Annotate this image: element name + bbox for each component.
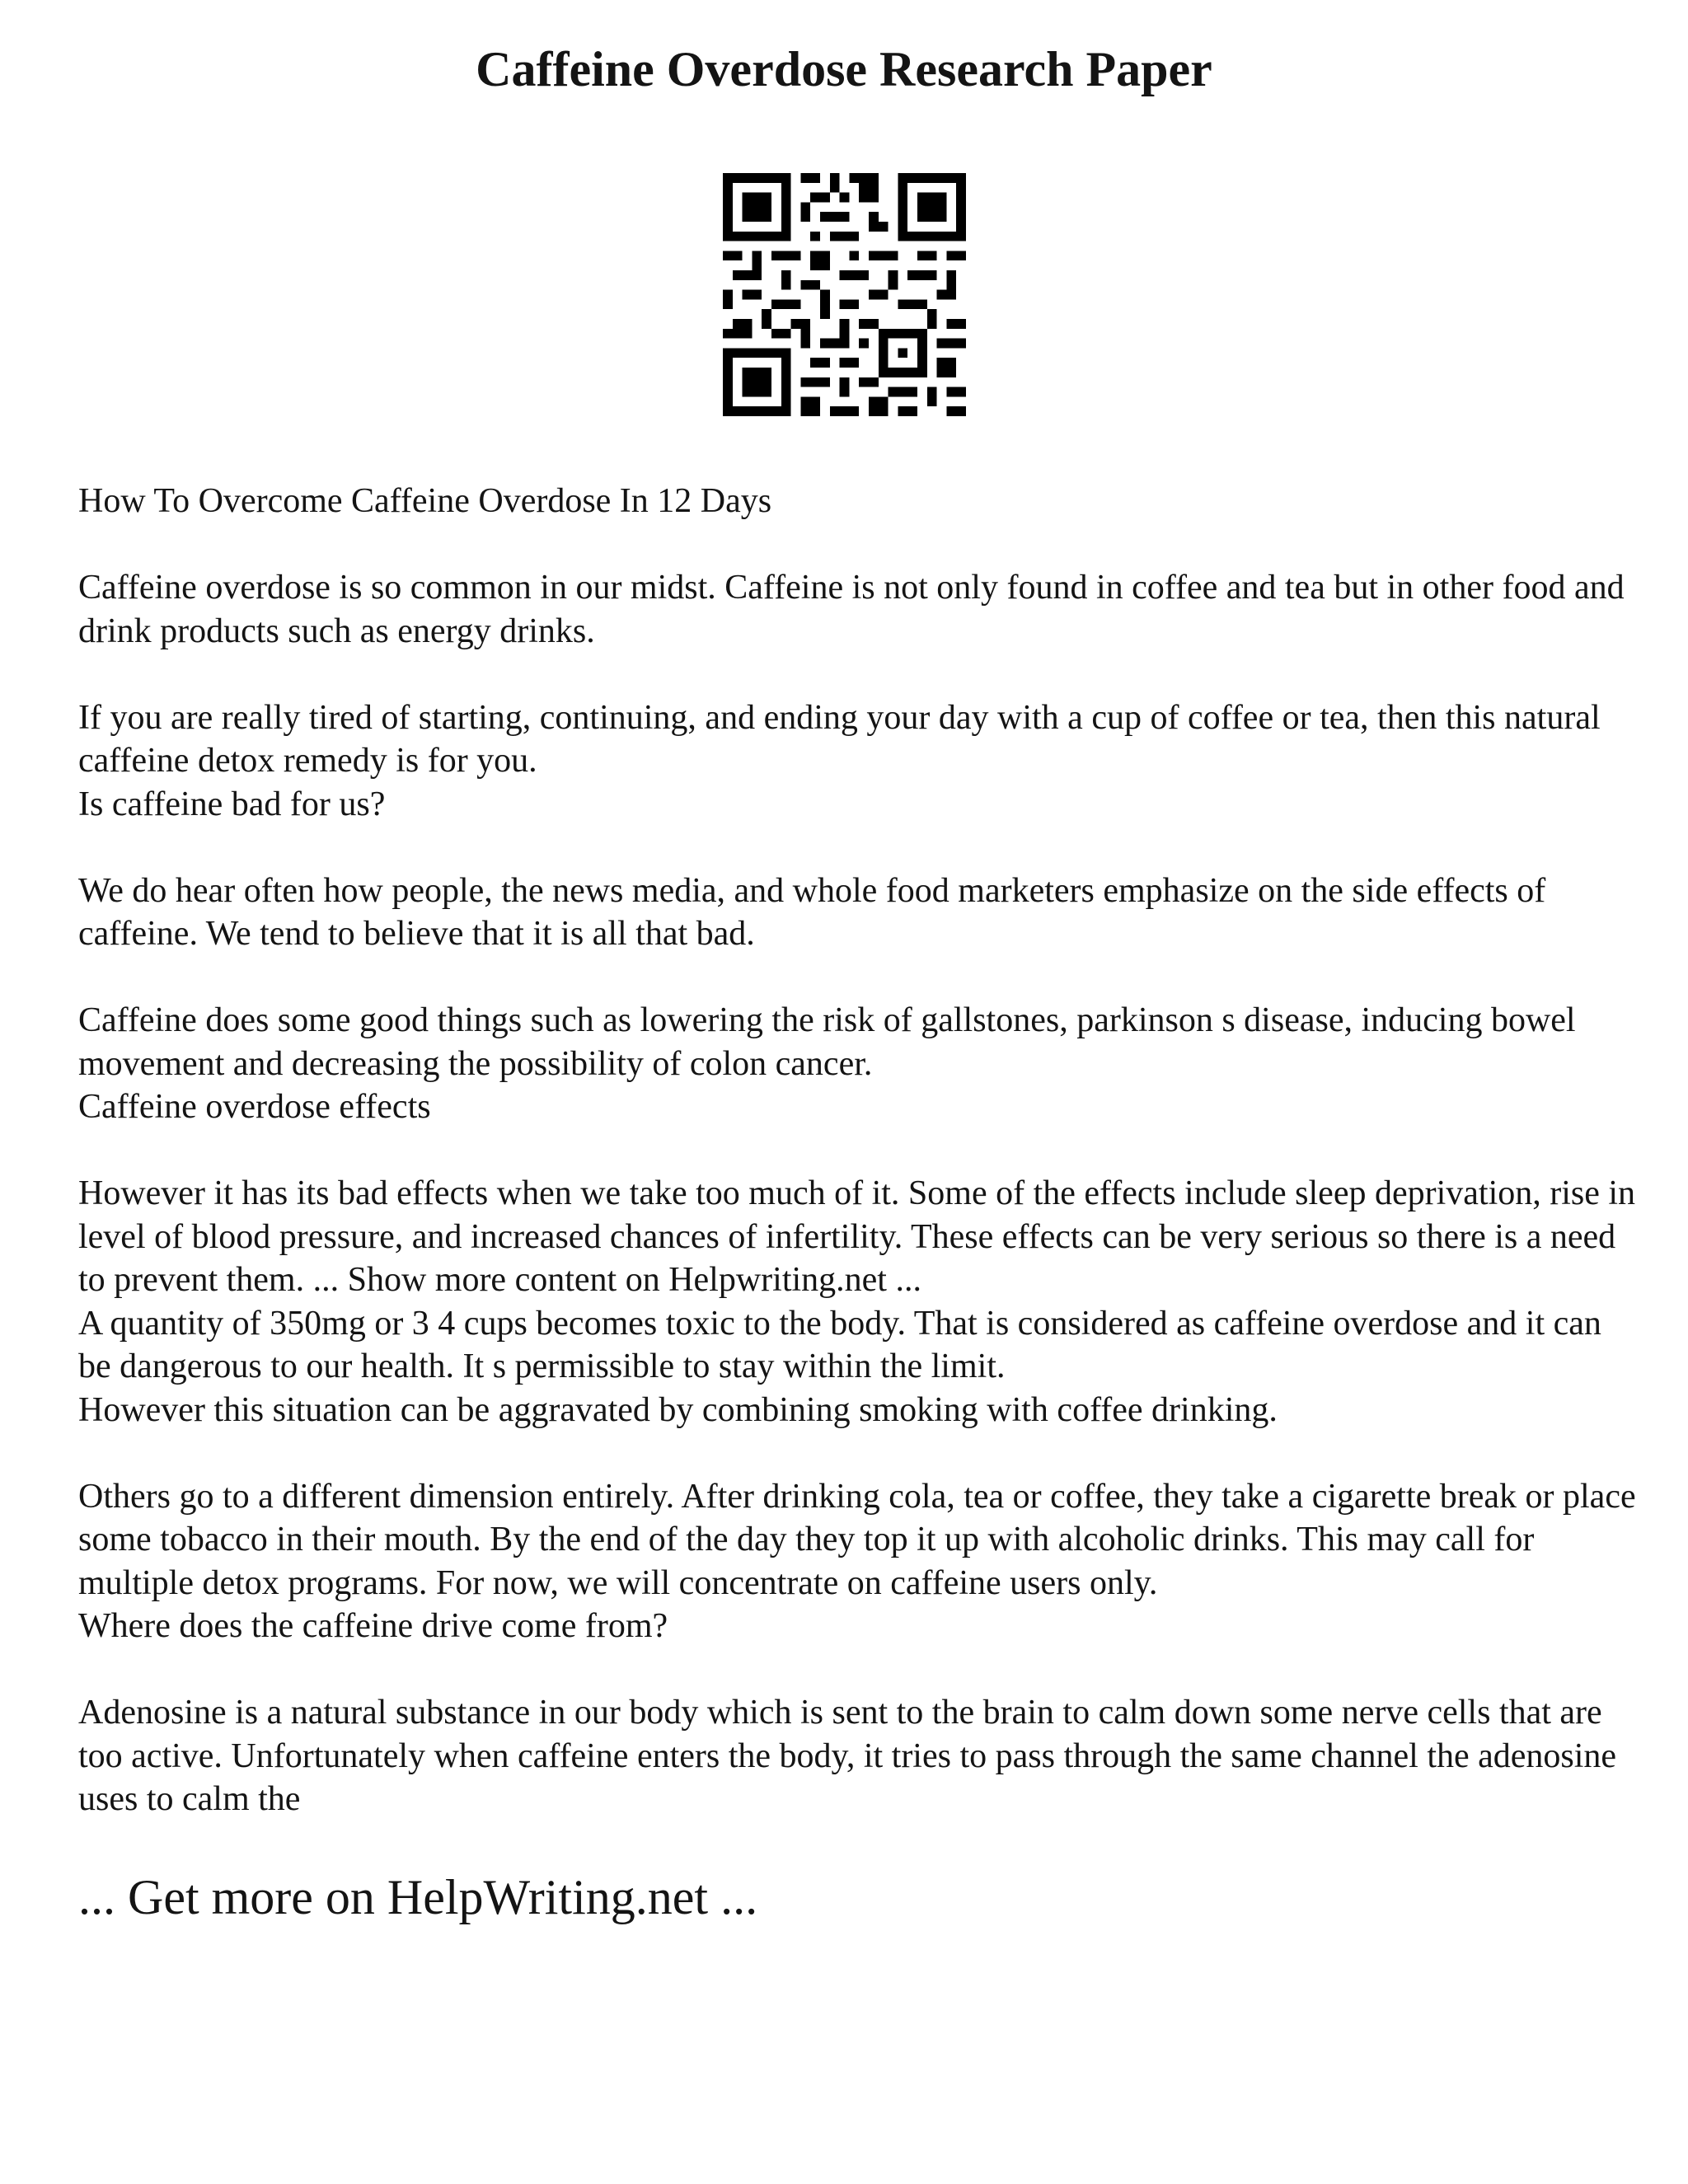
paragraph <box>78 566 1636 653</box>
paragraph-line: However this situation can be aggravated by combining smoking with coffee drinking. <box>78 1390 1278 1429</box>
paragraph-line: However it has its bad effects when we take too much of it. Some of the effects include sleep deprivation, rise in level of blood pressure, and increased chances of infertility. These effects can be very serious so there is a need to prevent them. ... Show more content on Helpwriting.net ... <box>78 1174 1636 1299</box>
paragraph-line: Caffeine does some good things such as lowering the risk of gallstones, parkinson s disease, inducing bowel movement and decreasing the possibility of colon cancer. <box>78 1001 1576 1083</box>
qr-code-icon <box>723 173 966 416</box>
paragraph-line: Is caffeine bad for us? <box>78 785 386 823</box>
paragraph <box>78 696 1636 827</box>
paragraph-line: Others go to a different dimension entirely. After drinking cola, tea or coffee, they take a cigarette break or place some tobacco in their mouth. By the end of the day they top it up with alcoholic drinks. This may call for multiple detox programs. For now, we will concentrate on caffeine users only. <box>78 1477 1636 1602</box>
paragraph-line: How To Overcome Caffeine Overdose In 12 Days <box>78 482 772 520</box>
paragraph-line: Where does the caffeine drive come from? <box>78 1607 668 1645</box>
paragraph-line: Caffeine overdose is so common in our midst. Caffeine is not only found in coffee and tea but in other food and drink products such as energy drinks. <box>78 569 1625 650</box>
paragraph <box>78 1172 1636 1432</box>
paragraph-line: We do hear often how people, the news media, and whole food marketers emphasize on the side effects of caffeine. We tend to believe that it is all that bad. <box>78 871 1546 953</box>
paragraph-line: Adenosine is a natural substance in our body which is sent to the brain to calm down some nerve cells that are too active. Unfortunately when caffeine enters the body, it tries to pass through the same channel the adenosine uses to calm the <box>78 1694 1617 1818</box>
get-more-link[interactable]: ... Get more on HelpWriting.net ... <box>78 1870 758 1924</box>
page-title: Caffeine Overdose Research Paper <box>476 42 1212 96</box>
article-body <box>78 480 1636 1864</box>
paragraph <box>78 480 1636 523</box>
paragraph <box>78 999 1636 1129</box>
paragraph <box>78 1475 1636 1648</box>
paragraph-line: A quantity of 350mg or 3 4 cups becomes toxic to the body. That is considered as caffeine overdose and it can be dangerous to our health. It s permissible to stay within the limit. <box>78 1304 1601 1385</box>
paragraph <box>78 869 1636 956</box>
paragraph <box>78 1691 1636 1821</box>
paragraph-line: Caffeine overdose effects <box>78 1088 431 1126</box>
paragraph-line: If you are really tired of starting, continuing, and ending your day with a cup of coffee or tea, then this natural caffeine detox remedy is for you. <box>78 698 1601 780</box>
